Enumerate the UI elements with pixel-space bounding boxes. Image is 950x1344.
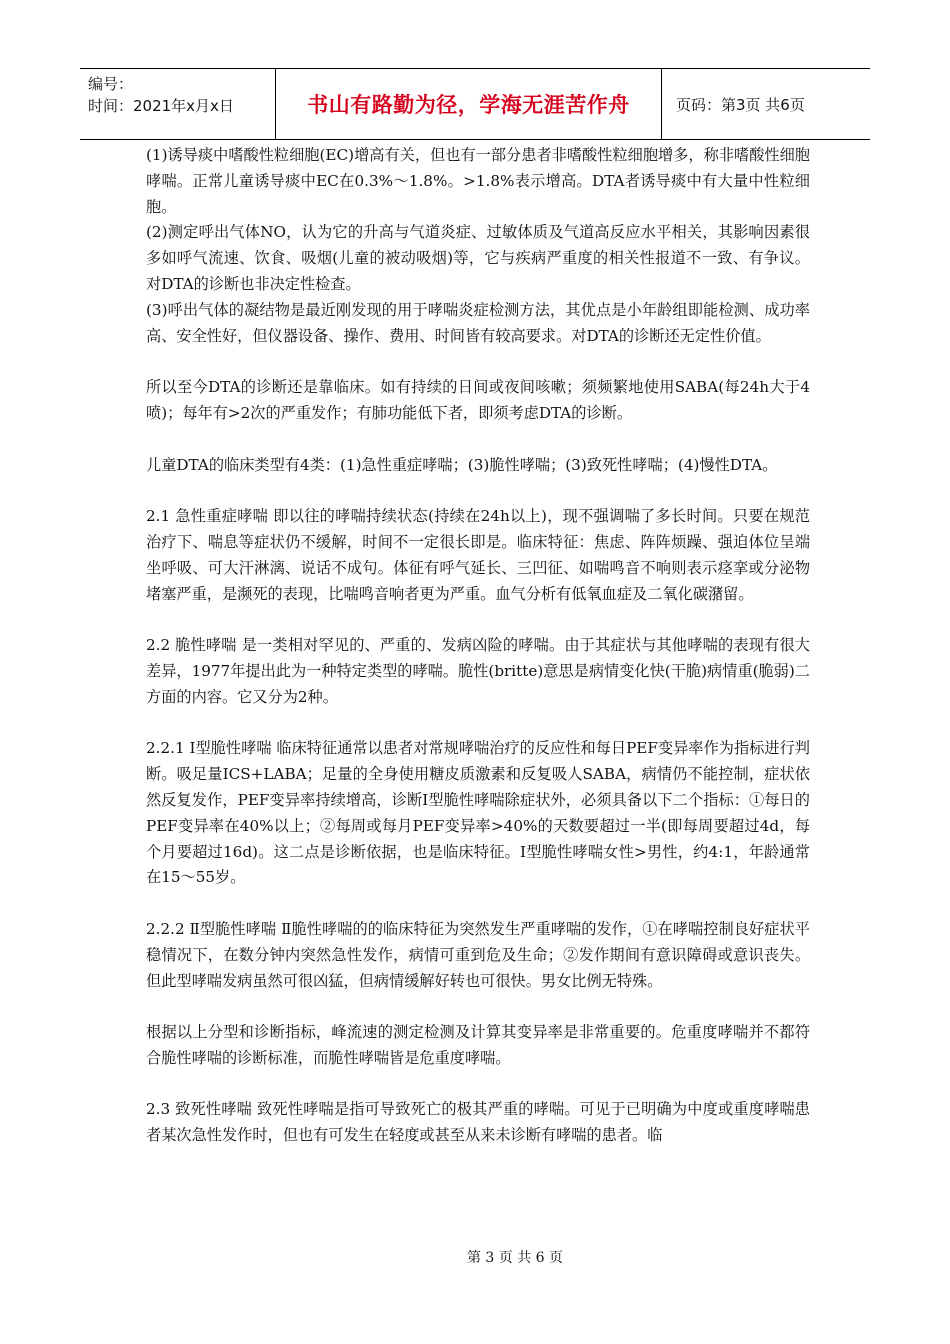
paragraph-section-2-3: 2.3 致死性哮喘 致死性哮喘是指可导致死亡的极其严重的哮喘。可见于已明确为中度或重度哮喘患者某次急性发作时，但也有可发生在轻度或甚至从来未诊断有哮喘的患者。临	[146, 1100, 810, 1145]
paragraph-section-2-2: 2.2 脆性哮喘 是一类相对罕见的、严重的、发病凶险的哮喘。由于其症状与其他哮喘的表现有很大差异，1977年提出此为一种特定类型的哮喘。脆性(britte)意思是病情变化快(干脆)病情重(脆弱)二方面的内容。它又分为2种。	[146, 636, 810, 706]
document-body	[146, 143, 810, 1149]
header-motto: 书山有路勤为径，学海无涯苦作舟	[307, 93, 630, 117]
paragraph-section-2-2-1: 2.2.1 Ⅰ型脆性哮喘 临床特征通常以患者对常规哮喘治疗的反应性和每日PEF变异率作为指标进行判断。吸足量ICS+LABA；足量的全身使用糖皮质激素和反复吸人SABA，病情仍不能控制，症状依然反复发作，PEF变异率持续增高，诊断Ⅰ型脆性哮喘除症状外，必须具备以下二个指标：①每日的PEF变异率在40%以上；②每周或每月PEF变异率>40%的天数要超过一半(即每周要超过4d，每个月要超过16d)。这二点是诊断依据，也是临床特征。Ⅰ型脆性哮喘女性>男性，约4:1，年龄通常在15～55岁。	[146, 739, 810, 887]
paragraph-detection-3: (3)呼出气体的凝结物是最近刚发现的用于哮喘炎症检测方法，其优点是小年龄组即能检测、成功率高、安全性好，但仪器设备、操作、费用、时间皆有较高要求。对DTA的诊断还无定性价值。	[146, 300, 810, 345]
paragraph-section-2-1: 2.1 急性重症哮喘 即以往的哮喘持续状态(持续在24h以上)，现不强调喘了多长时间。只要在规范治疗下、喘息等症状仍不缓解，时间不一定很长即是。临床特征：焦虑、阵阵烦躁、强迫体位呈端坐呼吸、可大汗淋漓、说话不成句。体征有呼气延长、三凹征、如喘鸣音不响则表示痉挛或分泌物堵塞严重，是濒死的表现，比喘鸣音响者更为严重。血气分析有低氧血症及二氧化碳潴留。	[146, 507, 810, 603]
paragraph-clinical-types: 儿童DTA的临床类型有4类：(1)急性重症哮喘；(3)脆性哮喘；(3)致死性哮喘；(4)慢性DTA。	[146, 455, 778, 474]
header-page-number: 页码：第3页 共6页	[676, 95, 805, 114]
paragraph-summary: 根据以上分型和诊断指标，峰流速的测定检测及计算其变异率是非常重要的。危重度哮喘并不都符合脆性哮喘的诊断标准，而脆性哮喘皆是危重度哮喘。	[146, 1023, 810, 1067]
paragraph-detection-1: (1)诱导痰中嗜酸性粒细胞(EC)增高有关，但也有一部分患者非嗜酸性粒细胞增多，称非嗜酸性细胞哮喘。正常儿童诱导痰中EC在0.3%～1.8%。>1.8%表示增高。DTA者诱导痰中有大量中性粒细胞。	[146, 146, 810, 216]
page-header	[80, 68, 870, 140]
header-motto-cell	[276, 69, 662, 139]
paragraph-section-2-2-2: 2.2.2 Ⅱ型脆性哮喘 Ⅱ脆性哮喘的的临床特征为突然发生严重哮喘的发作，①在哮喘控制良好症状平稳情况下，在数分钟内突然急性发作，病情可重到危及生命；②发作期间有意识障碍或意识丧失。但此型哮喘发病虽然可很凶猛，但病情缓解好转也可很快。男女比例无特殊。	[146, 919, 810, 990]
document-number-label: 编号：	[88, 75, 134, 93]
page-footer: 第 3 页 共 6 页	[466, 1250, 564, 1266]
paragraph-detection-2: (2)测定呼出气体NO，认为它的升高与气道炎症、过敏体质及气道高反应水平相关，其影响因素很多如呼气流速、饮食、吸烟(儿童的被动吸烟)等，它与疾病严重度的相关性报道不一致、有争议。对DTA的诊断也非决定性检查。	[146, 223, 810, 293]
header-meta	[80, 69, 276, 139]
document-date: 时间：2021年x月x日	[88, 97, 234, 115]
paragraph-diagnosis: 所以至今DTA的诊断还是靠临床。如有持续的日间或夜间咳嗽；须频繁地使用SABA(每24h大于4喷)；每年有>2次的严重发作；有肺功能低下者，即须考虑DTA的诊断。	[146, 378, 810, 422]
header-page-cell	[662, 69, 870, 139]
